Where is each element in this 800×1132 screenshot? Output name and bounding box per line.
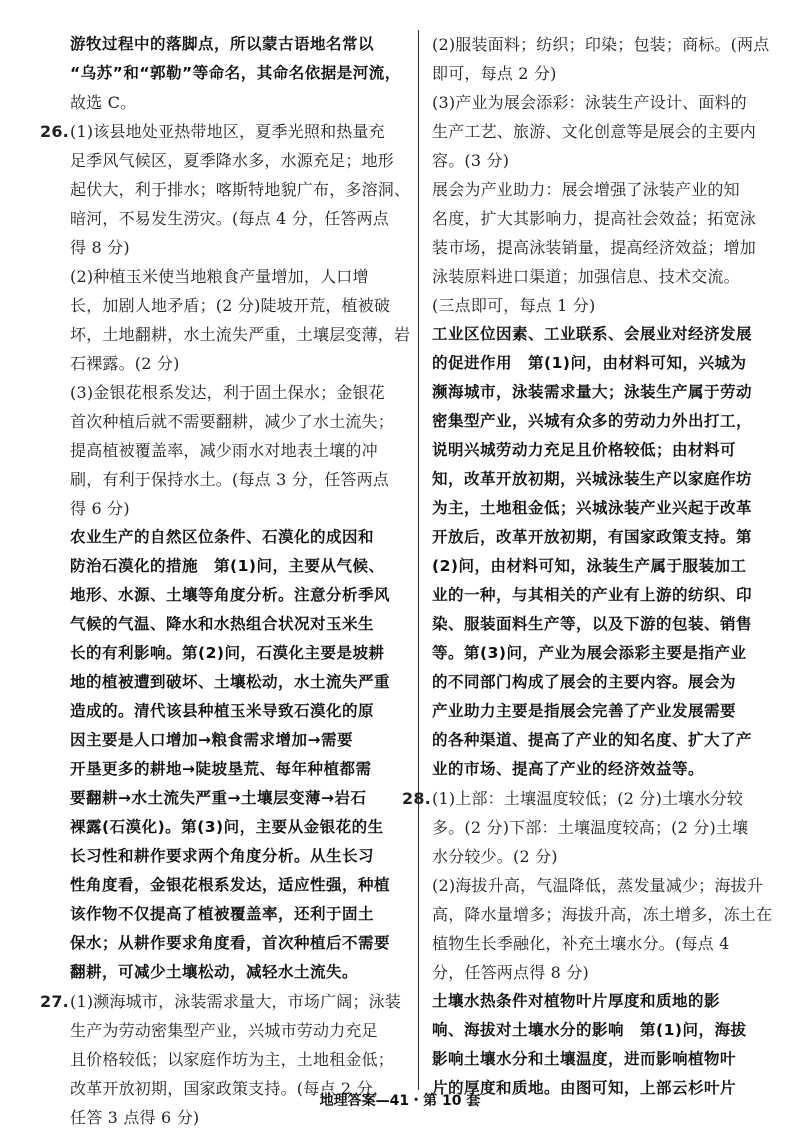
answer-line [70,320,411,349]
explanation-line [70,610,408,639]
answer-line [70,233,408,262]
line-text: 长的有利影响。第(2)问，石漠化主要是坡耕 [70,644,385,662]
explanation-line [432,320,753,349]
answer-line [432,958,750,987]
explanation-line [432,639,750,668]
line-text: 因主要是人口增加→粮食需求增加→需要 [70,731,353,749]
answer-line [70,204,408,233]
answer-line [70,494,408,523]
line-text: 即可，每点 2 分) [432,64,557,83]
explanation-line [432,581,753,610]
explanation-line [432,436,750,465]
explanation-line [432,407,753,436]
answer-line [70,1016,408,1045]
line-text: 的各种渠道、提高了产业的知名度、扩大了产 [432,731,753,749]
line-text: 坏，土地翻耕，水土流失严重，土壤层变薄，岩 [70,325,411,344]
line-text: 影响土壤水分和土壤温度，进而影响植物叶 [432,1050,737,1068]
answer-line [432,813,750,842]
left-column [40,30,411,1132]
explanation-line [70,755,408,784]
line-text: 泳装原料进口渠道；加强信息、技术交流。 [432,267,740,286]
explanation-line [70,697,408,726]
answer-line [70,291,408,320]
line-text: 水分较少。(2 分) [432,847,558,866]
line-text: (2)问，由材料可知，泳装生产属于服装加工 [432,557,747,575]
explanation-line [432,552,750,581]
line-text: 容。(3 分) [432,151,510,170]
line-text: 保水；从耕作要求角度看，首次种植后不需要 [70,934,391,952]
explanation-line [70,900,408,929]
answer-line [402,784,750,813]
answer-line [70,146,408,175]
explanation-line [70,639,408,668]
explanation-line [70,552,408,581]
line-text: 地形、水源、土壤等角度分析。注意分析季风 [70,586,391,604]
answer-line [70,378,408,407]
question-number: 28. [402,789,431,808]
answer-line [70,1045,408,1074]
line-text: 染、服装面料生产等，以及下游的包装、销售 [432,615,753,633]
line-text: 的不同部门构成了展会的主要内容。展会为 [432,673,737,691]
answer-line [70,465,408,494]
explanation-line [432,1045,750,1074]
line-text: 农业生产的自然区位条件、石漠化的成因和 [70,528,375,546]
explanation-line [432,610,753,639]
line-text: 故选 C。 [70,93,137,112]
line-text: (2)海拔升高，气温降低，蒸发量减少；海拔升 [432,876,764,895]
explanation-line [70,30,408,59]
line-text: 片的厚度和质地。由图可知，上部云杉叶片 [432,1079,737,1097]
explanation-line [432,697,750,726]
explanation-line [70,581,408,610]
explanation-line [70,958,408,987]
line-text: 要翻耕→水土流失严重→土壤层变薄→岩石 [70,789,367,807]
explanation-line [432,1016,750,1045]
answer-line [70,436,408,465]
explanation-line [432,465,753,494]
line-text: 装市场，提高泳装销量，提高经济效益；增加 [432,238,757,257]
line-text: 石裸露。(2 分) [70,354,180,373]
answer-line [432,117,757,146]
line-text: 密集型产业，兴城有众多的劳动力外出打工， [432,412,753,430]
line-text: 气候的气温、降水和水热组合状况对玉米生 [70,615,375,633]
line-text: 提高植被覆盖率，减少雨水对地表土壤的冲 [70,441,378,460]
line-text: 的促进作用 第(1)问，由材料可知，兴城为 [432,354,747,372]
explanation-line [70,523,408,552]
line-text: 说明兴城劳动力充足且价格较低；由材料可 [432,441,737,459]
line-text: 起伏大，利于排水；喀斯特地貌广布，多溶洞、 [70,180,411,199]
answer-line [70,175,411,204]
line-text: 性角度看，金银花根系发达，适应性强，种植 [70,876,391,894]
answer-line [432,175,750,204]
line-text: 长，加剧人地矛盾；(2 分)陡坡开荒，植被破 [70,296,391,315]
line-text: 且价格较低；以家庭作坊为主，土地租金低； [70,1050,395,1069]
answer-line [432,929,750,958]
line-text: 游牧过程中的落脚点，所以蒙古语地名常以 [70,35,375,53]
line-text: (1)上部：土壤温度较低；(2 分)土壤水分较 [432,789,744,808]
answer-line [432,59,750,88]
line-text: 该作物不仅提高了植被覆盖率，还利于固土 [70,905,375,923]
explanation-line [432,726,753,755]
explanation-line [70,929,408,958]
right-column [402,30,773,1103]
answer-line [432,842,750,871]
question-number: 27. [40,992,69,1011]
line-text: 暗河，不易发生涝灾。(每点 4 分，任答两点 [70,209,389,228]
answer-line [70,407,408,436]
page-footer: 地理答案—41・第 10 套 [319,1093,481,1109]
line-text: “乌苏”和“郭勒”等命名，其命名依据是河流， [70,64,401,82]
line-text: 得 8 分) [70,238,130,257]
line-text: 改革开放初期，国家政策支持。(每点 2 分， [70,1079,389,1098]
line-text: 响、海拔对土壤水分的影响 第(1)问，海拔 [432,1021,747,1039]
answer-line [70,349,408,378]
line-text: 工业区位因素、工业联系、会展业对经济发展 [432,325,753,343]
answer-line [432,30,770,59]
line-text: (3)产业为展会添彩：泳装生产设计、面料的 [432,93,747,112]
line-text: 等。第(3)问，产业为展会添彩主要是指产业 [432,644,747,662]
explanation-line [432,349,750,378]
line-text: 土壤水热条件对植物叶片厚度和质地的影 [432,992,721,1010]
line-text: (2)服装面料；纺织；印染；包装；商标。(两点 [432,35,770,54]
line-text: 濒海城市，泳装需求量大；泳装生产属于劳动 [432,383,753,401]
line-text: 分，任答两点得 8 分) [432,963,589,982]
answer-line [432,291,750,320]
explanation-line [432,523,753,552]
explanation-line [70,784,408,813]
line-text: 开垦更多的耕地→陡坡垦荒、每年种植都需 [70,760,372,778]
explanation-line [70,726,408,755]
answer-line [432,871,764,900]
line-text: 展会为产业助力：展会增强了泳装产业的知 [432,180,740,199]
line-text: 得 6 分) [70,499,130,518]
answer-line [432,233,757,262]
line-text: 植物生长季融化，补充土壤水分。(每点 4 [432,934,730,953]
answer-line [432,204,757,233]
explanation-line [70,668,408,697]
line-text: 产业助力主要是指展会完善了产业发展需要 [432,702,737,720]
answer-line [432,146,750,175]
line-text: (三点即可，每点 1 分) [432,296,596,315]
explanation-line [432,378,753,407]
answer-line [40,987,408,1016]
explanation-line [432,494,753,523]
answer-line [70,88,408,117]
line-text: 生产工艺、旅游、文化创意等是展会的主要内 [432,122,757,141]
line-text: 造成的。清代该县种植玉米导致石漠化的原 [70,702,375,720]
line-text: (1)濒海城市，泳装需求量大，市场广阔；泳装 [70,992,402,1011]
explanation-line [70,813,408,842]
line-text: 裸露(石漠化)。第(3)问，主要从金银花的生 [70,818,384,836]
line-text: 开放后，改革开放初期，有国家政策支持。第 [432,528,753,546]
line-text: 生产为劳动密集型产业，兴城市劳动力充足 [70,1021,378,1040]
explanation-line [432,987,750,1016]
line-text: 知，改革开放初期，兴城泳装生产以家庭作坊 [432,470,753,488]
line-text: 名度，扩大其影响力，提高社会效益；拓宽泳 [432,209,757,228]
line-text: 多。(2 分)下部：土壤温度较高；(2 分)土壤 [432,818,749,837]
answer-line [432,262,750,291]
line-text: 业的一种，与其相关的产业有上游的纺织、印 [432,586,753,604]
answer-line [70,262,408,291]
explanation-line [70,59,408,88]
answer-line [432,88,750,117]
answer-line [40,117,408,146]
line-text: 高，降水量增多；海拔升高，冻土增多，冻土在 [432,905,773,924]
explanation-line [70,842,408,871]
line-text: 地的植被遭到破坏、土壤松动，水土流失严重 [70,673,391,691]
explanation-line [432,755,750,784]
explanation-line [70,871,408,900]
line-text: 防治石漠化的措施 第(1)问，主要从气候、 [70,557,385,575]
question-number: 26. [40,122,69,141]
line-text: 业的市场、提高了产业的经济效益等。 [432,760,705,778]
line-text: (2)种植玉米使当地粮食产量增加，人口增 [70,267,369,286]
line-text: 翻耕，可减少土壤松动，减轻水土流失。 [70,963,359,981]
line-text: 长习性和耕作要求两个角度分析。从生长习 [70,847,375,865]
line-text: (3)金银花根系发达，利于固土保水；金银花 [70,383,385,402]
line-text: 首次种植后就不需要翻耕，减少了水土流失； [70,412,395,431]
line-text: (1)该县地处亚热带地区，夏季光照和热量充 [70,122,385,141]
line-text: 任答 3 点得 6 分) [70,1108,200,1127]
answer-line [432,900,773,929]
explanation-line [432,668,750,697]
line-text: 为主，土地租金低；兴城泳装产业兴起于改革 [432,499,753,517]
column-divider [418,30,419,1090]
line-text: 刷，有利于保持水土。(每点 3 分，任答两点 [70,470,389,489]
line-text: 足季风气候区，夏季降水多，水源充足；地形 [70,151,395,170]
